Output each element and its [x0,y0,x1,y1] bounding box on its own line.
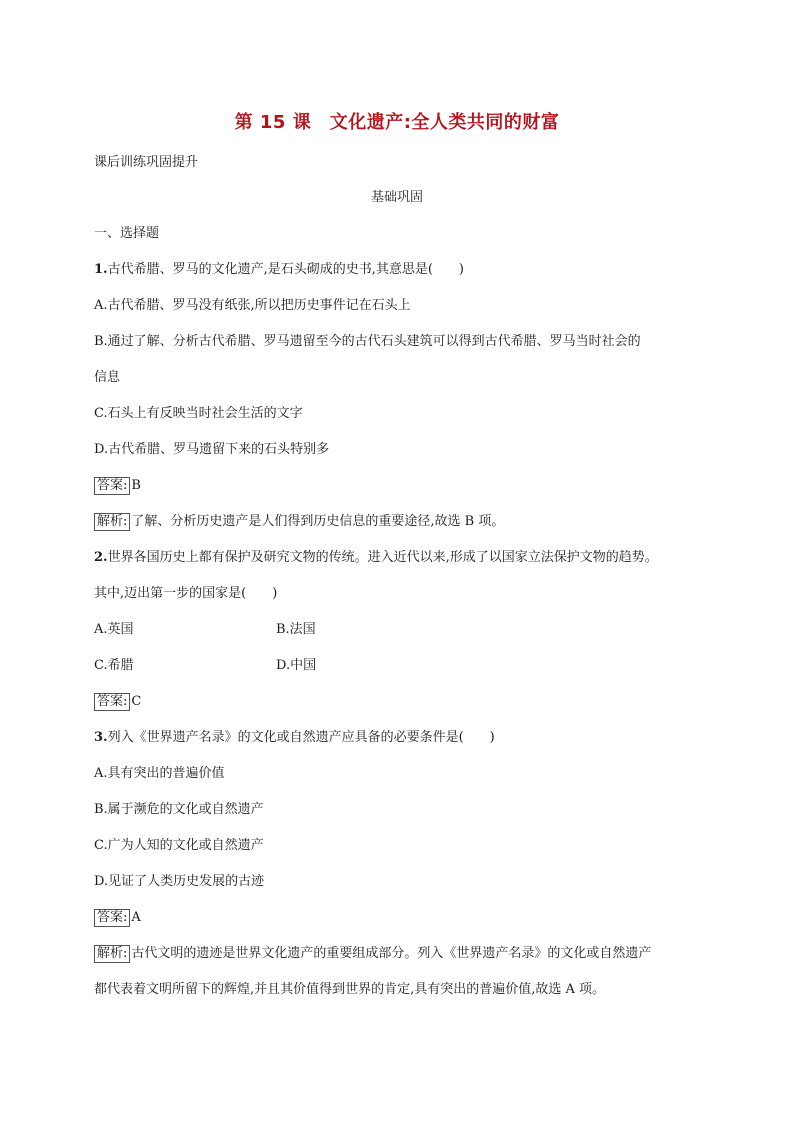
question-3 [94,729,495,747]
answer-value: C [131,694,142,709]
q3-answer [94,909,141,927]
lesson-title: 第 15 课 文化遗产:全人类共同的财富 [234,112,560,133]
q1-option-b: B.通过了解、分析古代希腊、罗马遗留至今的古代石头建筑可以得到古代希腊、罗马当时社会的 [94,334,641,349]
question-stem: 世界各国历史上都有保护及研究文物的传统。进入近代以来,形成了以国家立法保护文物的趋势。 [107,550,658,565]
answer-value: A [131,910,141,925]
answer-label: 答案: [94,693,130,711]
q2-answer [94,693,141,711]
question-number: 1. [94,262,108,277]
question-2 [94,549,658,567]
q3-option-b: B.属于濒危的文化或自然遗产 [94,802,264,817]
question-1 [94,261,464,279]
q1-analysis [94,513,504,531]
q2-stem-continued: 其中,迈出第一步的国家是( ) [94,586,278,601]
q2-option-d: D.中国 [276,658,317,673]
q3-option-a: A.具有突出的普遍价值 [94,766,225,781]
q2-options-row-1 [94,621,316,639]
q3-analysis-continued: 都代表着文明所留下的辉煌,并且其价值得到世界的肯定,具有突出的普遍价值,故选 A 项。 [94,982,606,997]
q1-option-d: D.古代希腊、罗马遗留下来的石头特别多 [94,442,330,457]
question-number: 2. [94,550,108,565]
q1-option-a: A.古代希腊、罗马没有纸张,所以把历史事件记在石头上 [94,298,411,313]
subtitle: 课后训练巩固提升 [94,155,199,170]
answer-value: B [131,478,141,493]
answer-label: 答案: [94,909,130,927]
question-stem: 古代希腊、罗马的文化遗产,是石头砌成的史书,其意思是( ) [107,262,464,277]
part-heading: 一、选择题 [94,226,160,241]
analysis-text: 古代文明的遗迹是世界文化遗产的重要组成部分。列入《世界遗产名录》的文化或自然遗产 [131,946,652,961]
q1-option-c: C.石头上有反映当时社会生活的文字 [94,406,303,421]
q3-analysis [94,945,651,963]
q1-option-b-continued: 信息 [94,370,121,385]
analysis-label: 解析: [94,945,130,963]
q3-option-d: D.见证了人类历史发展的古迹 [94,874,265,889]
q1-answer [94,477,141,495]
q2-option-a: A.英国 [94,622,134,637]
question-number: 3. [94,730,108,745]
q2-option-b: B.法国 [276,622,316,637]
q3-option-c: C.广为人知的文化或自然遗产 [94,838,264,853]
analysis-label: 解析: [94,513,130,531]
q2-option-c: C.希腊 [94,658,134,673]
q2-options-row-2 [94,657,317,675]
section-heading: 基础巩固 [370,190,423,205]
answer-label: 答案: [94,477,130,495]
analysis-text: 了解、分析历史遗产是人们得到历史信息的重要途径,故选 B 项。 [131,514,505,529]
question-stem: 列入《世界遗产名录》的文化或自然遗产应具备的必要条件是( ) [107,730,495,745]
